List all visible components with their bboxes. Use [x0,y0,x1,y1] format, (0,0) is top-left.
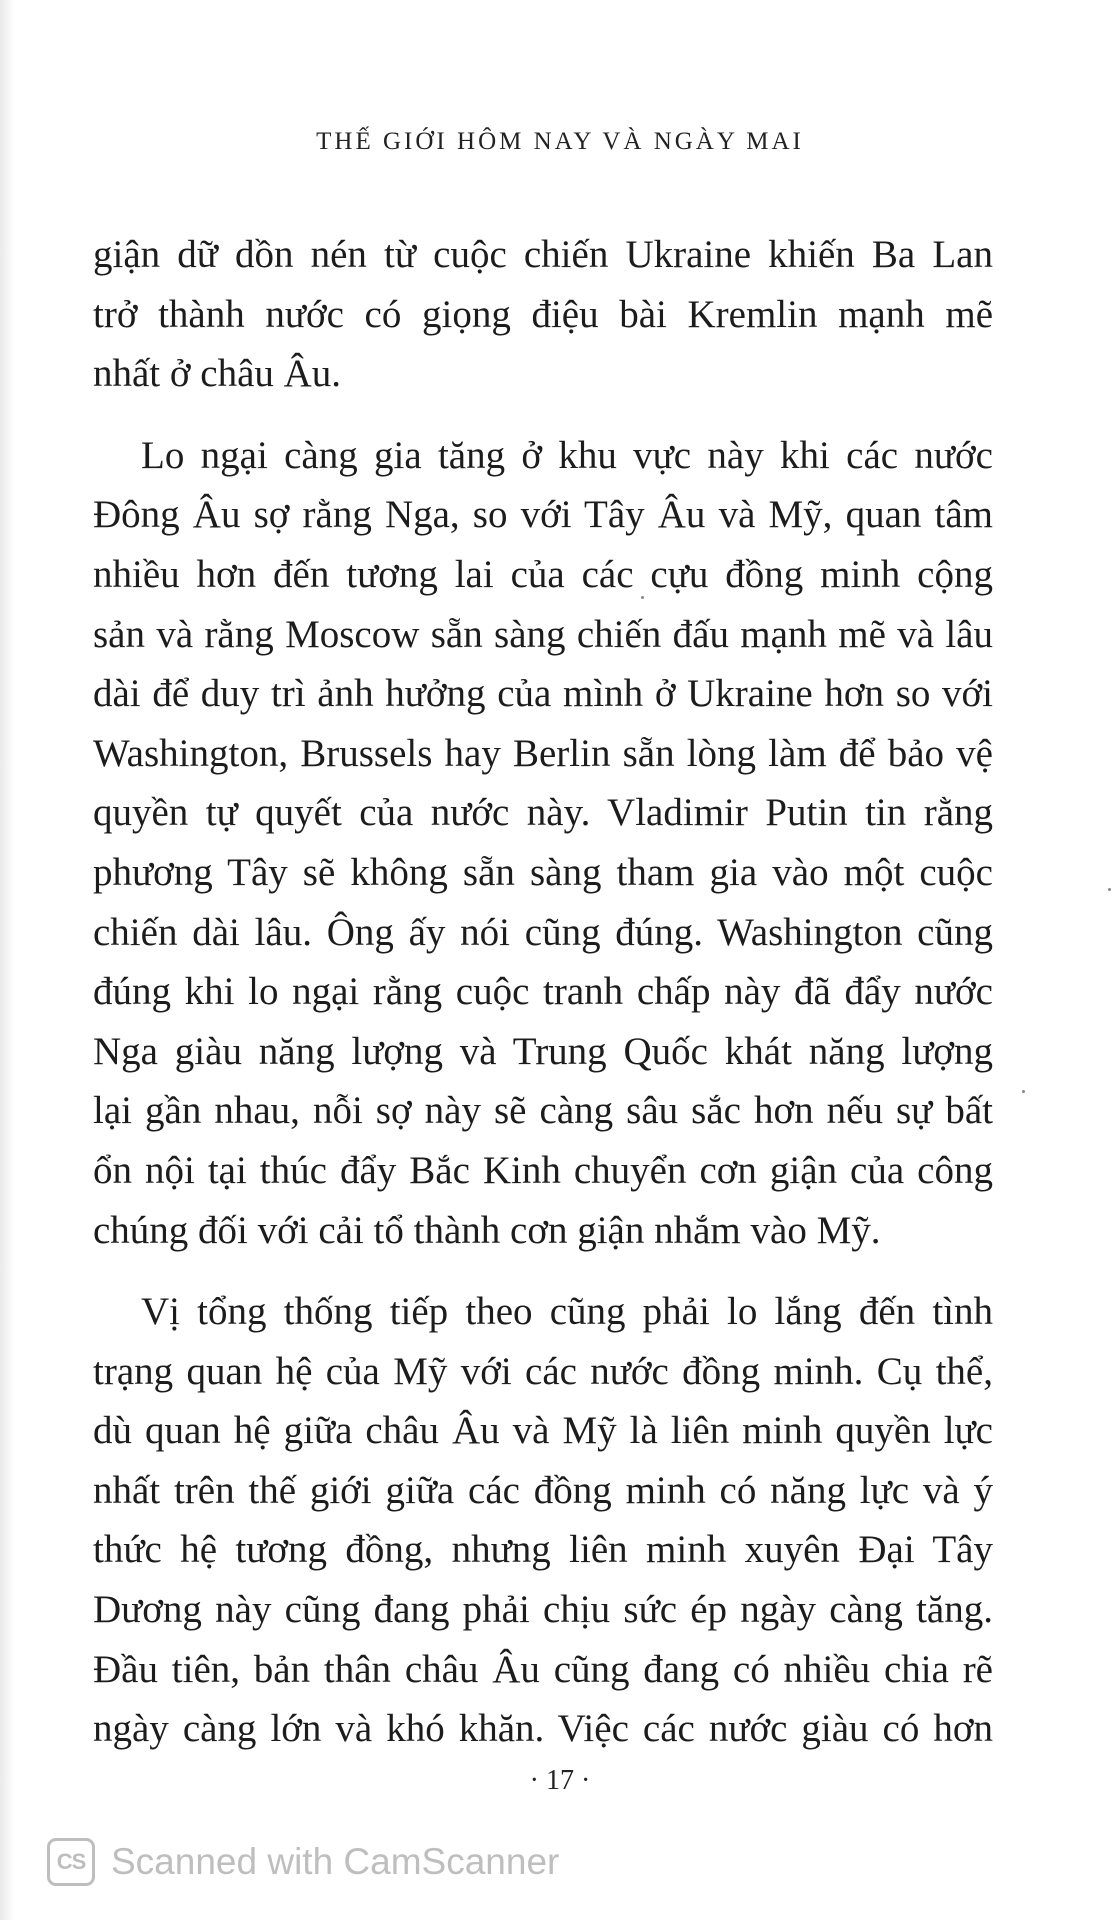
text-line: chúng đối với cải tổ thành cơn giận nhắm vào Mỹ. [93,1208,881,1252]
text-line: nhất trên thế giới giữa các đồng minh có năng lực và ý [93,1468,993,1512]
text-line: Vị tổng thống tiếp theo cũng phải lo lắng đến tình [141,1290,993,1334]
text-line: chiến dài lâu. Ông ấy nói cũng đúng. Washington cũng [93,910,993,954]
page-number: · 17 · [529,1765,591,1796]
text-line: nhiều hơn đến tương lai của các cựu đồng minh cộng [93,552,993,596]
text-line: Nga giàu năng lượng và Trung Quốc khát năng lượng [93,1029,993,1073]
text-line: Lo ngại càng gia tăng ở khu vực này khi các nước [141,433,993,477]
body-text [93,225,993,1781]
paragraph-1 [93,225,993,404]
text-line: phương Tây sẽ không sẵn sàng tham gia vào một cuộc [93,850,993,894]
camscanner-logo-icon: CS [47,1838,95,1886]
text-line: Đông Âu sợ rằng Nga, so với Tây Âu và Mỹ, quan tâm [93,493,993,537]
text-line: quyền tự quyết của nước này. Vladimir Putin tin rằng [93,791,993,835]
scan-speck [1022,1090,1025,1093]
camscanner-watermark [47,1836,559,1888]
text-line: sản và rằng Moscow sẵn sàng chiến đấu mạnh mẽ và lâu [93,612,993,656]
text-line: Washington, Brussels hay Berlin sẵn lòng làm để bảo vệ [93,731,993,775]
text-line: trở thành nước có giọng điệu bài Kremlin mạnh mẽ [93,292,993,336]
page-edge-shadow [0,0,14,1920]
text-line: giận dữ dồn nén từ cuộc chiến Ukraine khiến Ba Lan [93,233,993,276]
text-line: dài để duy trì ảnh hưởng của mình ở Ukraine hơn so với [93,672,993,716]
watermark-text: Scanned with CamScanner [111,1841,560,1882]
text-line: nhất ở châu Âu. [93,352,342,396]
text-line: đúng khi lo ngại rằng cuộc tranh chấp này đã đẩy nước [93,970,993,1014]
scan-speck [641,596,644,599]
text-line: Đầu tiên, bản thân châu Âu cũng đang có nhiều chia rẽ [93,1647,993,1691]
scan-speck [1108,888,1111,891]
running-head-title: THẾ GIỚI HÔM NAY VÀ NGÀY MAI [316,128,804,155]
text-line: Dương này cũng đang phải chịu sức ép ngày càng tăng. [93,1588,993,1632]
text-line: trạng quan hệ của Mỹ với các nước đồng minh. Cụ thể, [93,1349,993,1393]
text-line: lại gần nhau, nỗi sợ này sẽ càng sâu sắc hơn nếu sự bất [93,1089,993,1133]
paragraph-2 [93,426,993,1260]
text-line: dù quan hệ giữa châu Âu và Mỹ là liên minh quyền lực [93,1409,993,1453]
text-line: thức hệ tương đồng, nhưng liên minh xuyên Đại Tây [93,1528,993,1572]
paragraph-3 [93,1282,993,1759]
text-line: ổn nội tại thúc đẩy Bắc Kinh chuyển cơn giận của công [93,1148,993,1192]
text-line: ngày càng lớn và khó khăn. Việc các nước giàu có hơn [93,1707,993,1751]
